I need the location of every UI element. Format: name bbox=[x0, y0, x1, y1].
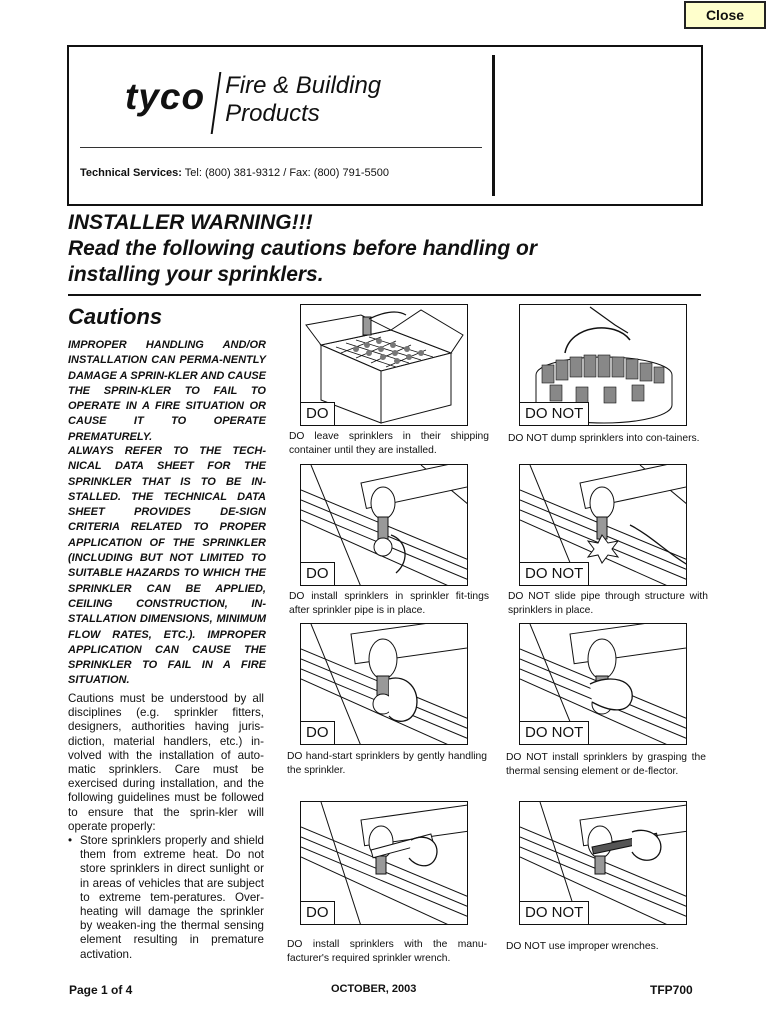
caption-1: DO leave sprinklers in their shipping container until they are installed. bbox=[289, 431, 489, 456]
do-tag: DO bbox=[301, 721, 335, 744]
footer-code: TFP700 bbox=[650, 983, 693, 997]
cautions-body: Cautions must be understood by all disciplines (e.g. sprinkler fitters, designers, authorities having juris-diction, material handlers, etc.) in-volved with the installation of auto-matic sprinklers. Care must be exercised during installation, and the following guidelines must be followed to ensure that the sprin-kler will operate properly: bbox=[68, 692, 264, 833]
tech-contact: Tel: (800) 381-9312 / Fax: (800) 791-5500 bbox=[184, 167, 390, 179]
caption-7: DO install sprinklers with the manu-facturer's required sprinkler wrench. bbox=[287, 939, 487, 964]
logo-brand: tyco bbox=[125, 76, 206, 117]
bullet-item bbox=[68, 834, 264, 962]
tech-label: Technical Services: bbox=[80, 167, 182, 179]
do-tag: DO bbox=[301, 562, 335, 585]
logo-slash bbox=[211, 72, 222, 134]
figure-slide-pipe bbox=[519, 464, 687, 586]
warning-line-3: installing your sprinklers. bbox=[68, 263, 324, 286]
caution-paragraph-2: ALWAYS REFER TO THE TECH-NICAL DATA SHEET FOR THE SPRINKLER THAT IS TO BE IN-STALLED. THE TECHNICAL DATA SHEET PROVIDES DE-SIGN CRITERIA RELATED TO PROPER APPLICATION OF THE SPRINKLER (INCLUDING BUT NOT LIMITED TO SUITABLE HAZARDS TO WHICH THE SPRINKLER CAN BE APPLIED, CEILING CONSTRUCTION, IN-STALLATION DIMENSIONS, MINIMUM FLOW RATES, ETC.). IMPROPER APPLICATION CAN CAUSE THE SPRINKLER TO FAIL IN A FIRE SITUATION. bbox=[68, 445, 266, 687]
logo-text bbox=[225, 72, 381, 128]
figure-grasp-element bbox=[519, 623, 687, 745]
figure-improper-wrench bbox=[519, 801, 687, 925]
caption-6: DO NOT install sprinklers by grasping the thermal sensing element or de-flector. bbox=[506, 752, 706, 777]
do-tag: DO bbox=[301, 901, 335, 924]
figure-hand-start bbox=[300, 623, 468, 745]
caption-8: DO NOT use improper wrenches. bbox=[506, 941, 659, 952]
bullet-dot: • bbox=[68, 834, 73, 847]
caption-2: DO NOT dump sprinklers into con-tainers. bbox=[508, 433, 700, 444]
do-tag: DO bbox=[301, 402, 335, 425]
section-rule bbox=[68, 294, 701, 296]
figure-sprinkler-wrench bbox=[300, 801, 468, 925]
figure-shipping-container bbox=[300, 304, 468, 426]
cautions-heading: Cautions bbox=[68, 304, 163, 329]
warning-line-1: INSTALLER WARNING!!! bbox=[68, 211, 313, 234]
caption-3: DO install sprinklers in sprinkler fit-tings after sprinkler pipe is in place. bbox=[289, 591, 489, 616]
do-not-tag: DO NOT bbox=[520, 721, 589, 744]
do-not-tag: DO NOT bbox=[520, 901, 589, 924]
logo-line-1: Fire & Building bbox=[225, 72, 382, 99]
do-not-tag: DO NOT bbox=[520, 402, 589, 425]
tyco-logo bbox=[125, 72, 381, 134]
caution-paragraph-1: IMPROPER HANDLING AND/OR INSTALLATION CAN PERMA-NENTLY DAMAGE A SPRIN-KLER AND CAUSE THE SPRIN-KLER TO FAIL TO OPERATE IN A FIRE SITUATION OR CAUSE IT TO OPERATE PREMATURELY. bbox=[68, 339, 266, 443]
do-not-tag: DO NOT bbox=[520, 562, 589, 585]
logo-line-2: Products bbox=[225, 100, 320, 127]
close-button[interactable]: Close bbox=[684, 1, 766, 29]
caption-5: DO hand-start sprinklers by gently handling the sprinkler. bbox=[287, 751, 487, 776]
figure-install-in-fittings bbox=[300, 464, 468, 586]
header-rule bbox=[80, 147, 482, 148]
warning-line-2: Read the following cautions before handling or bbox=[68, 237, 538, 260]
footer-date: OCTOBER, 2003 bbox=[331, 983, 417, 995]
caption-4: DO NOT slide pipe through structure with sprinklers in place. bbox=[508, 591, 708, 616]
technical-services bbox=[80, 167, 389, 179]
footer-page: Page 1 of 4 bbox=[69, 983, 133, 997]
bullet-text: Store sprinklers properly and shield them from extreme heat. Do not store sprinklers in direct sunlight or in areas of vehicles that are subject to extreme tem-peratures. Over-heating will damage the sprinkler by weaken-ing the thermal sensing element resulting in premature activation. bbox=[80, 834, 264, 961]
installer-warning bbox=[68, 210, 537, 288]
figure-dump-sprinklers bbox=[519, 304, 687, 426]
header-divider bbox=[492, 55, 495, 196]
